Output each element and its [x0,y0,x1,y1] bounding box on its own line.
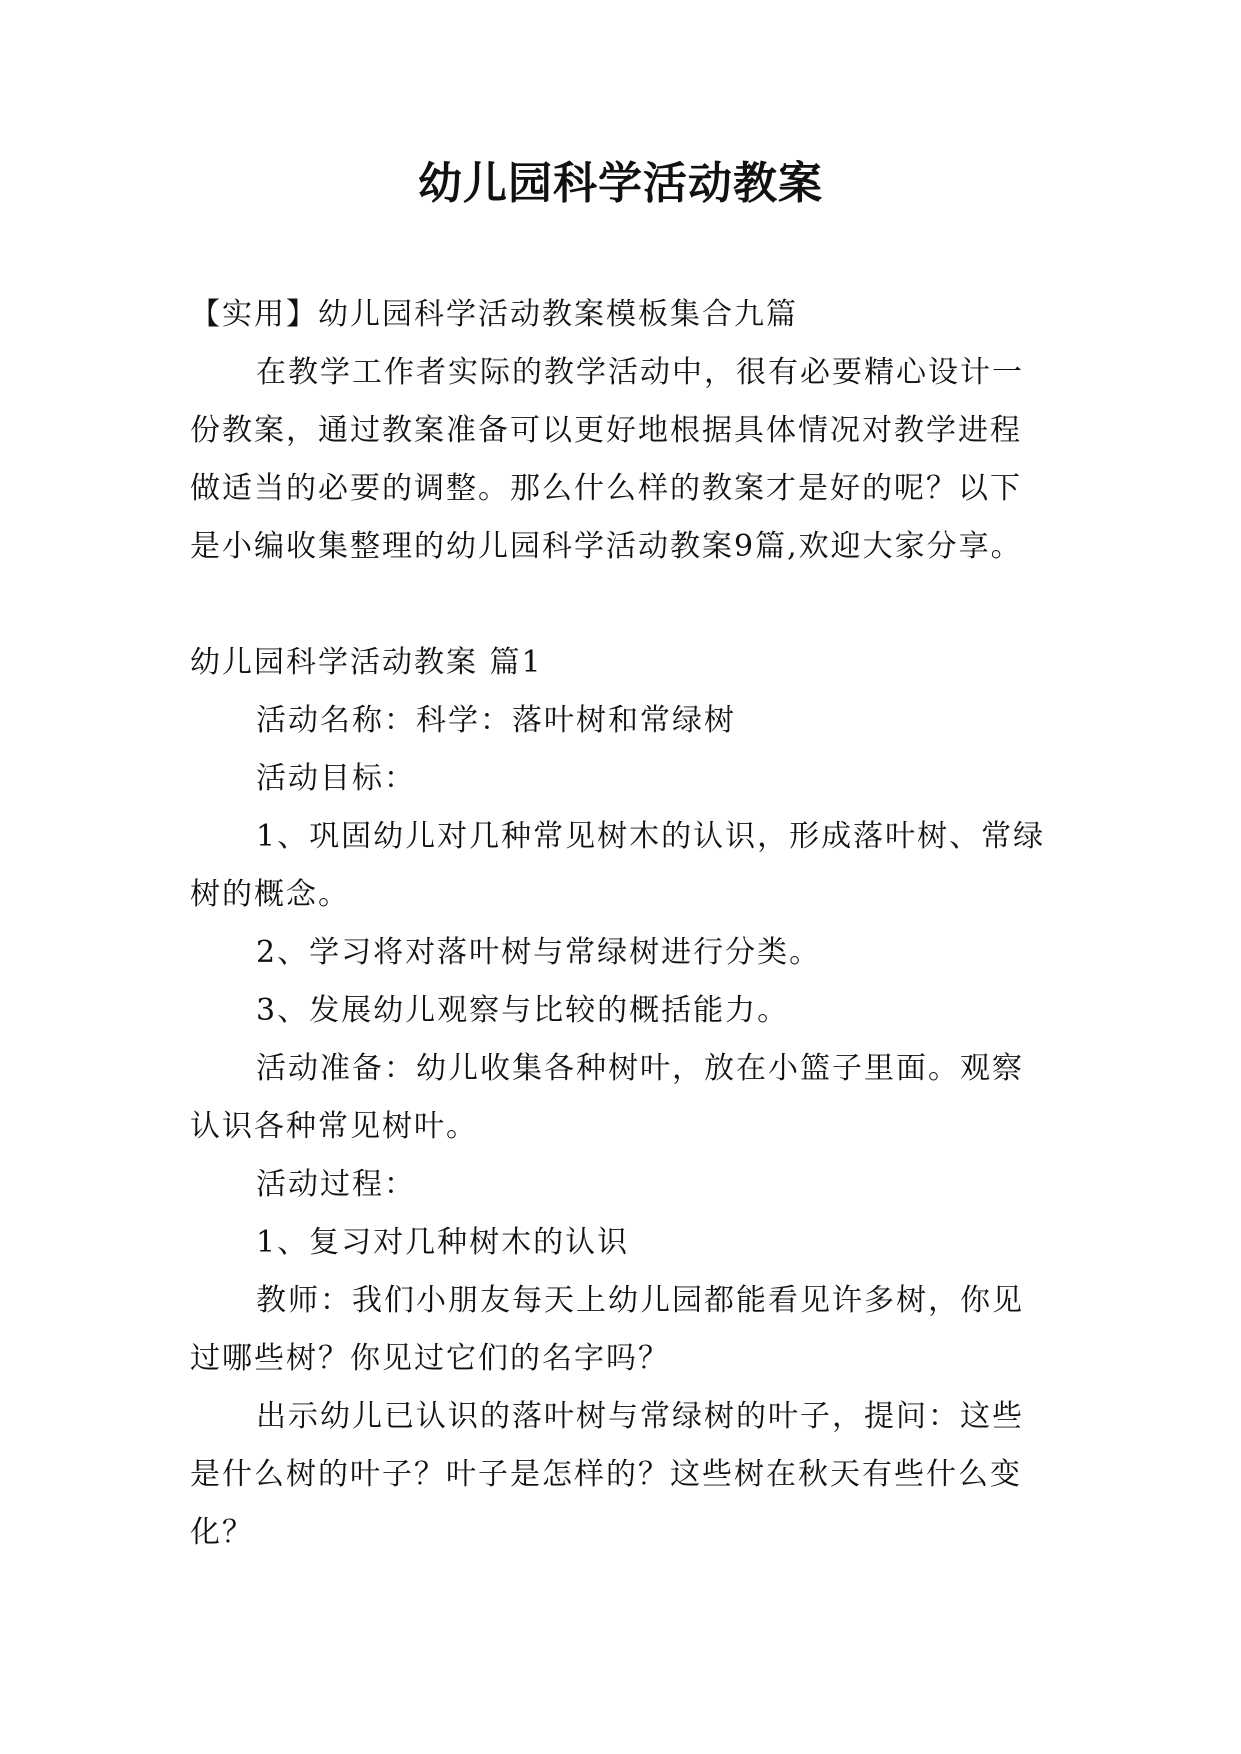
document-body [190,286,1050,1562]
document-title: 幼儿园科学活动教案 [418,158,823,209]
teacher-dialogue: 教师：我们小朋友每天上幼儿园都能看见许多树，你见过哪些树？你见过它们的名字吗？ [190,1283,1024,1376]
section-heading: 幼儿园科学活动教案 篇1 [190,645,543,680]
document-subtitle: 【实用】幼儿园科学活动教案模板集合九篇 [190,297,798,332]
goal-item-2: 2、学习将对落叶树与常绿树进行分类。 [256,935,822,970]
leaf-question-paragraph: 出示幼儿已认识的落叶树与常绿树的叶子，提问：这些是什么树的叶子？叶子是怎样的？这些树在秋天有些什么变化？ [190,1399,1024,1550]
goal-item-1: 1、巩固幼儿对几种常见树木的认识，形成落叶树、常绿树的概念。 [190,819,1046,912]
activity-name: 活动名称：科学：落叶树和常绿树 [256,703,736,738]
section-spacer [190,576,1050,634]
process-step-1: 1、复习对几种树木的认识 [256,1225,630,1260]
activity-process-label: 活动过程： [256,1167,416,1202]
activity-goals-label: 活动目标： [256,761,416,796]
goal-item-3: 3、发展幼儿观察与比较的概括能力。 [256,993,790,1028]
activity-preparation: 活动准备：幼儿收集各种树叶，放在小篮子里面。观察认识各种常见树叶。 [190,1051,1024,1144]
intro-paragraph: 在教学工作者实际的教学活动中，很有必要精心设计一份教案，通过教案准备可以更好地根据具体情况对教学进程做适当的必要的调整。那么什么样的教案才是好的呢？以下是小编收集整理的幼儿园科学活动教案9篇,欢迎大家分享。 [190,355,1024,564]
